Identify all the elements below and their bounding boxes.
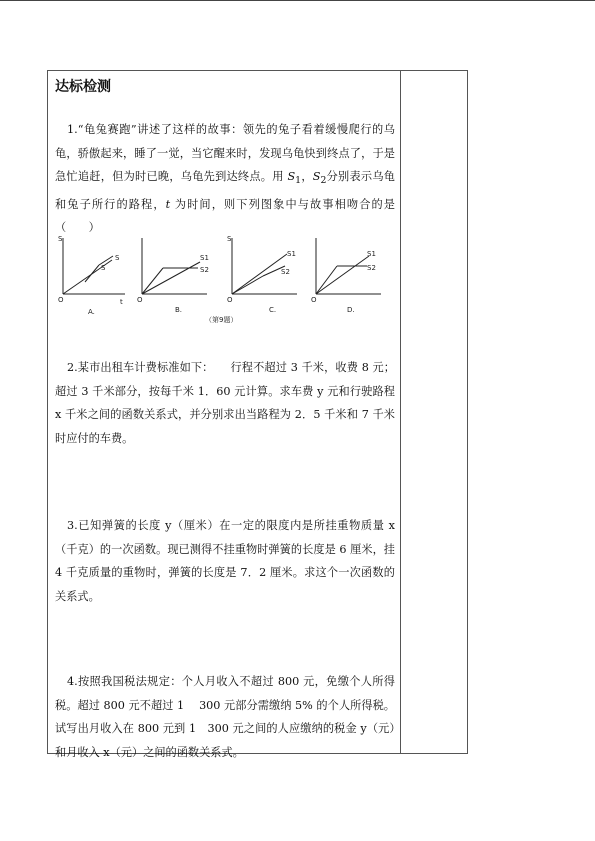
graph-c-origin: O (227, 296, 233, 304)
race-graphs-figure (55, 232, 376, 324)
graph-c-curve-label-1: S1 (287, 250, 296, 258)
question-3 (55, 514, 395, 608)
graph-a-x-label: t (120, 298, 123, 306)
question-4 (55, 670, 395, 764)
question-2-number: 2. (67, 361, 78, 374)
question-3-text: 已知弹簧的长度 y（厘米）在一定的限度内是所挂重物质量 x（千克）的一次函数。现已测得不挂重物时弹簧的长度是 6 厘米，挂 4 千克质量的重物时，弹簧的长度是 7．2 厘米。求这个一次函数的关系式。 (55, 519, 395, 603)
graph-b-option: B. (175, 306, 183, 314)
question-1 (55, 118, 395, 240)
graph-d-origin: O (311, 296, 317, 304)
graph-a-origin: O (58, 296, 64, 304)
graph-c-line-s1 (232, 254, 287, 294)
answer-blank: （ ） (55, 221, 100, 235)
var-s1: S (287, 170, 296, 183)
graph-c (232, 238, 297, 294)
top-rule (0, 0, 595, 1)
graph-a (63, 238, 125, 294)
question-1-text-a: “龟兔赛跑”讲述了这样的故事：领先的兔子看着缓慢爬行的乌龟，骄傲起来，睡了一觉，当它醒来时，发现乌龟快到终点了，于是急忙追赶，但为时已晚，乌龟先到达终点。用 (55, 123, 395, 183)
graph-a-y-label: S (58, 235, 63, 243)
var-separator: ， (301, 170, 313, 183)
question-1-text-b: 分别表示乌龟和兔子所行的路程， (55, 170, 395, 211)
graph-c-line-s2a (232, 276, 263, 294)
graph-b (142, 238, 207, 294)
question-1-text-c: 为时间，则下列图象中与故事相吻合的是 (170, 197, 395, 211)
graph-d-curve-label-1: S1 (367, 250, 376, 258)
graph-a-line-2 (85, 265, 99, 282)
graph-d-curve-label-2: S2 (367, 264, 376, 272)
graph-a-option: A. (88, 308, 95, 316)
question-2-text: 某市出租车计费标准如下： 行程不超过 3 千米，收费 8 元；超过 3 千米部分，按每千米 1．60 元计算。求车费 y 元和行驶路程 x 千米之间的函数关系式，并分别求出当路程为 2．5 千米和 7 千米时应付的车费。 (55, 361, 395, 445)
graph-c-option: C. (269, 306, 277, 314)
graph-d-option: D. (347, 306, 355, 314)
graph-b-curve-label-2: S2 (200, 266, 209, 274)
question-3-number: 3. (67, 519, 78, 532)
var-t: t (165, 197, 171, 211)
graph-b-line-s2a (142, 268, 163, 294)
var-s1-sub: 1 (295, 175, 302, 187)
figure-caption: （第9题） (205, 316, 238, 324)
graph-a-curve-label-1: S (115, 254, 120, 262)
var-s2: S (312, 170, 321, 183)
graph-b-curve-label-1: S1 (200, 254, 209, 262)
question-4-text: 按照我国税法规定：个人月收入不超过 800 元，免缴个人所得税。超过 800 元不超过 1 300 元部分需缴纳 5% 的个人所得税。试写出月收入在 800 元到 1 300 元之间的人应缴纳的税金 y（元）和月收入 x（元）之间的函数关系式。 (55, 675, 395, 759)
section-heading: 达标检测 (55, 79, 111, 95)
question-2 (55, 356, 395, 450)
graph-c-curve-label-2: S2 (281, 268, 290, 276)
graph-d-line-s2a (316, 266, 337, 294)
question-1-number: 1. (67, 123, 78, 136)
graph-a-curve-label-2: S (101, 264, 106, 272)
race-graphs-svg (55, 232, 376, 324)
graph-b-origin: O (137, 296, 143, 304)
question-4-number: 4. (67, 675, 78, 688)
graph-c-y-label: S (227, 235, 232, 243)
column-divider (400, 70, 401, 754)
var-s2-sub: 2 (320, 175, 327, 187)
graph-b-line-s1 (142, 262, 200, 294)
